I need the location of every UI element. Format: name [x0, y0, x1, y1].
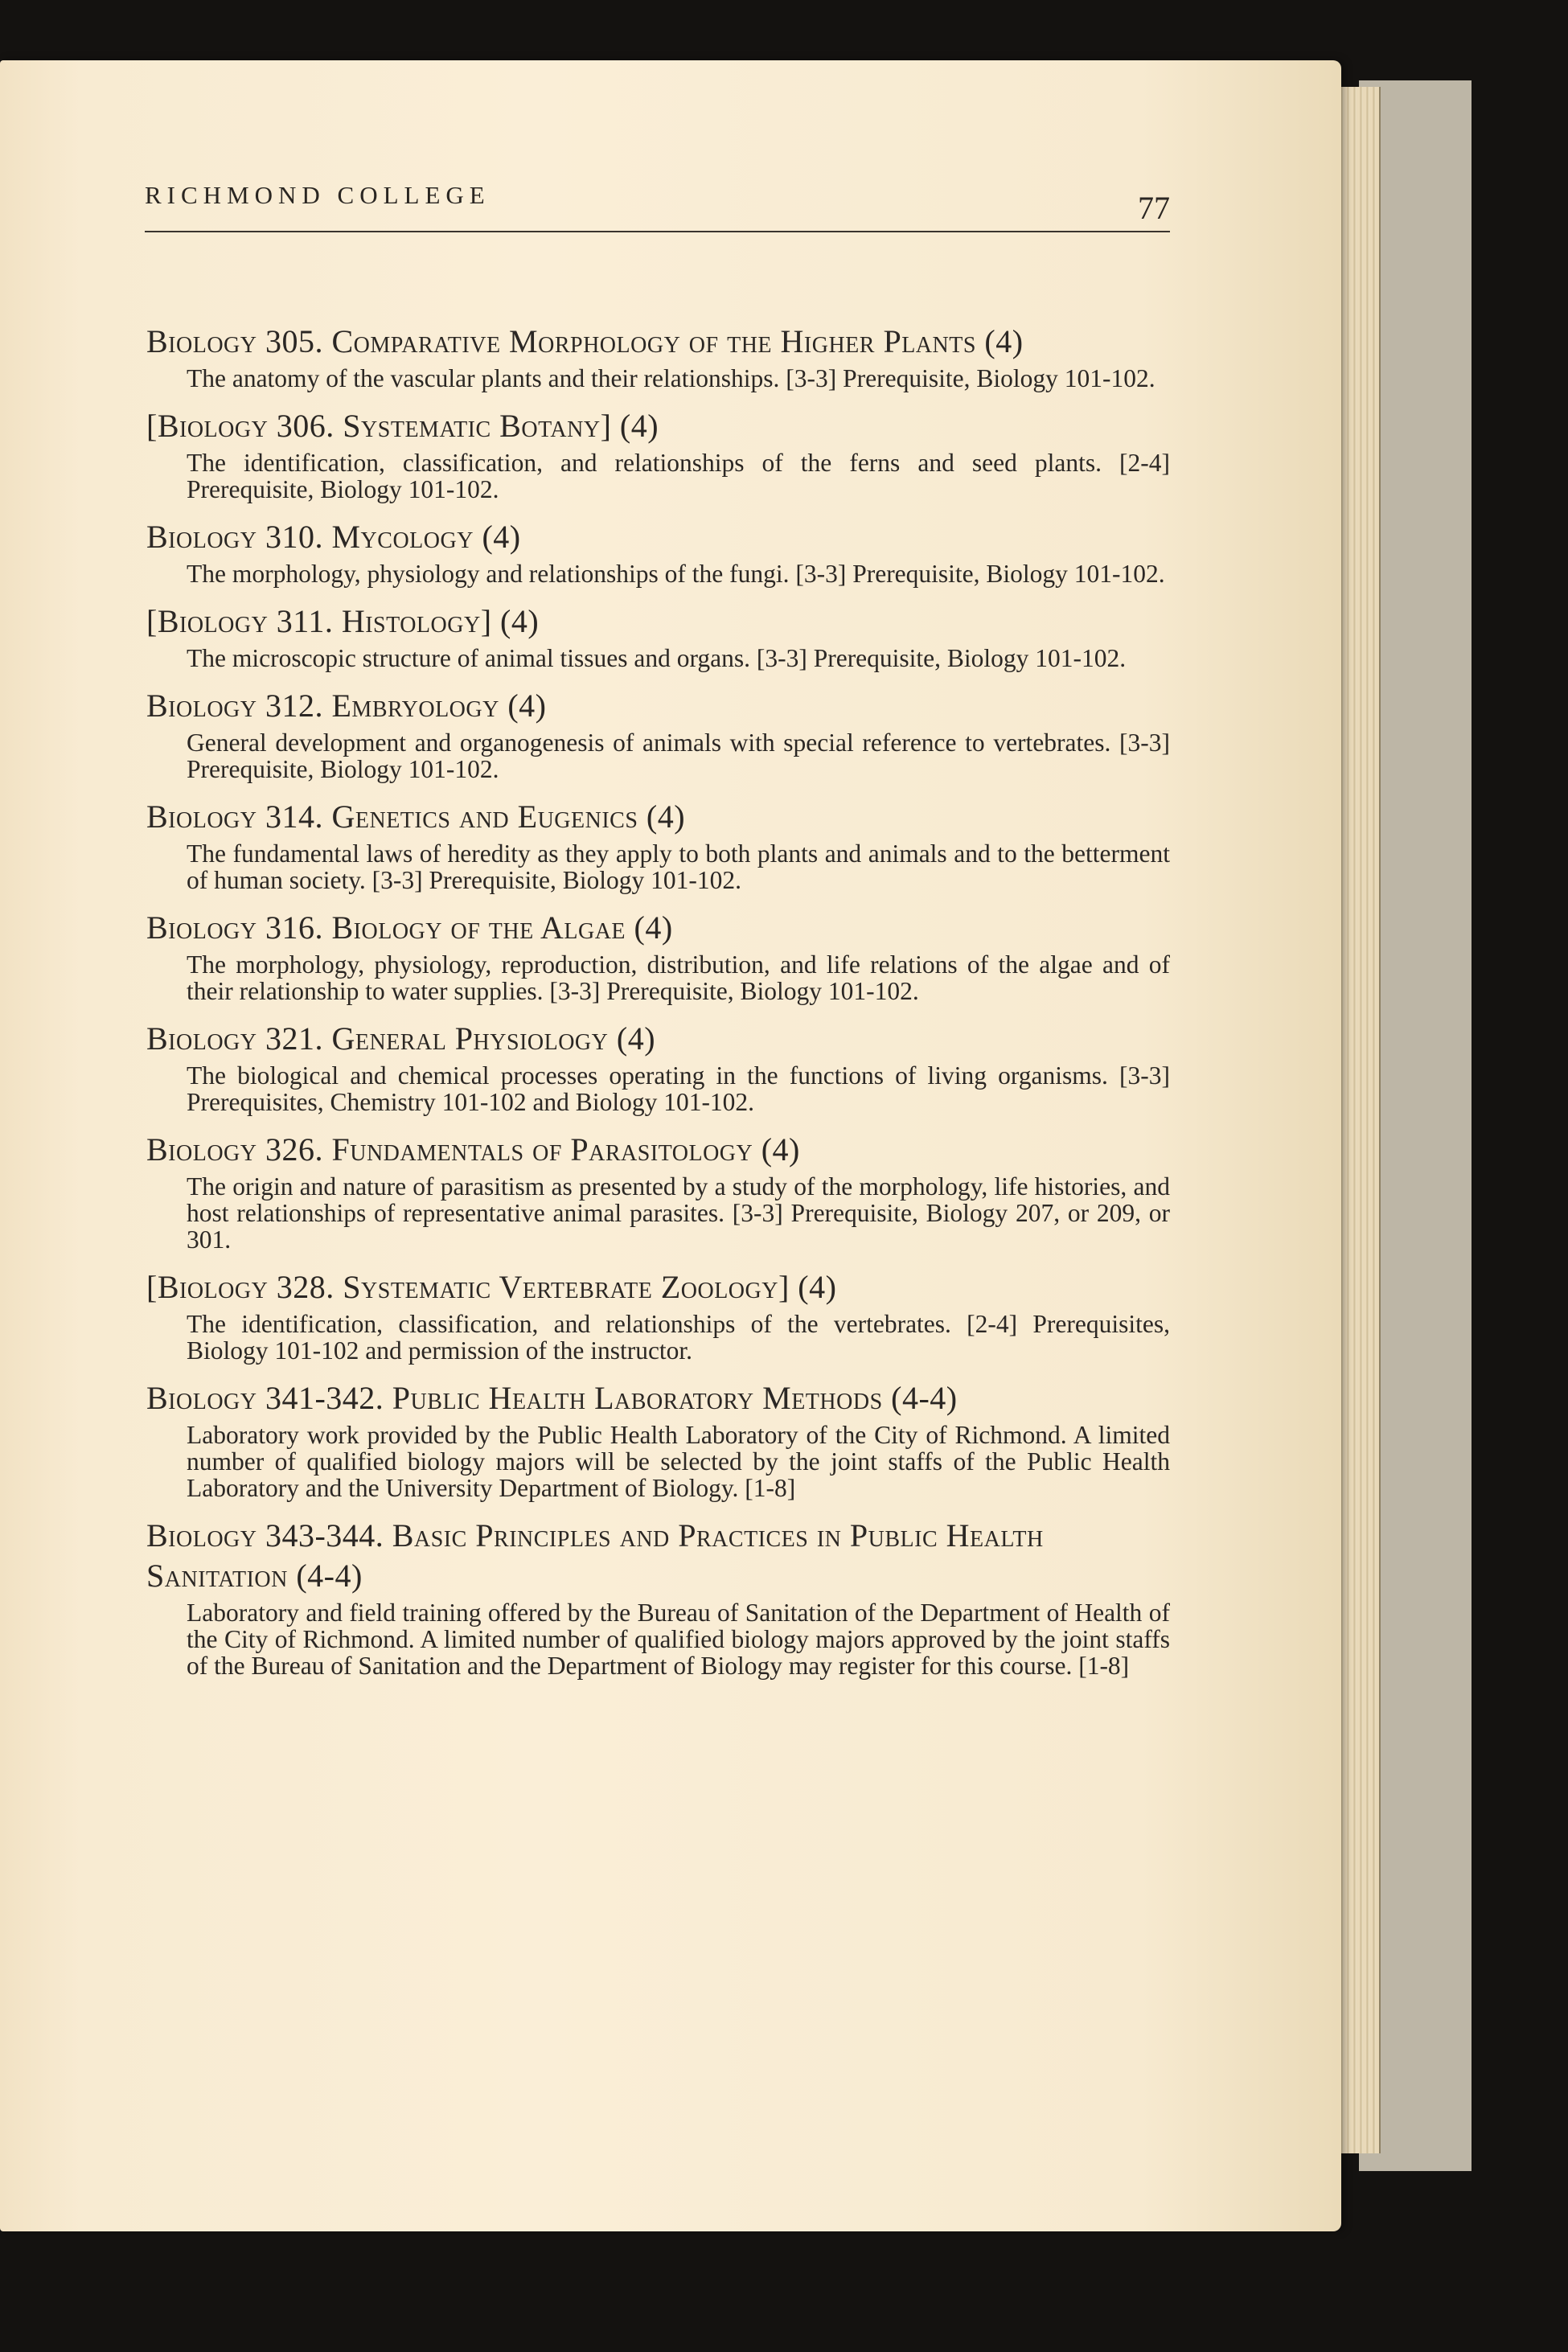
course-title: Biology 316. Biology of the Algae (4) [146, 909, 673, 946]
course-description: Laboratory and field training offered by the Bureau of Sanitation of the Department of Health of the City of Richmond. A limited number of qualified biology majors approved by the joint staffs of the Bureau of Sanitation and the Department of Biology may register for this course. [1-8] [187, 1599, 1170, 1680]
course-entry [146, 1516, 1170, 1679]
course-description: Laboratory work provided by the Public Health Laboratory of the City of Richmond. A limited number of qualified biology majors will be selected by the joint staffs of the Public Health Laboratory and the University Department of Biology. [1-8] [187, 1421, 1170, 1502]
course-title: Biology 326. Fundamentals of Parasitology (4) [146, 1131, 800, 1168]
running-head: RICHMOND COLLEGE [145, 181, 491, 209]
course-title: Biology 341-342. Public Health Laboratory Methods (4-4) [146, 1380, 958, 1416]
course-description: General development and organogenesis of animals with special reference to vertebrates. [3-3] Prerequisite, Biology 101-102. [187, 729, 1170, 783]
course-description: The microscopic structure of animal tissues and organs. [3-3] Prerequisite, Biology 101-102. [187, 644, 1127, 672]
course-title: Biology 314. Genetics and Eugenics (4) [146, 798, 686, 835]
page-number: 77 [1138, 190, 1170, 226]
course-title: Biology 343-344. Basic Principles and Practices in Public Health Sanitation (4-4) [146, 1517, 1044, 1594]
course-entry [146, 406, 1170, 503]
course-description: The morphology, physiology and relationships of the fungi. [3-3] Prerequisite, Biology 101-102. [187, 560, 1165, 588]
course-entry [146, 1378, 1170, 1501]
course-description: The anatomy of the vascular plants and their relationships. [3-3] Prerequisite, Biology 101-102. [187, 364, 1155, 392]
course-description: The morphology, physiology, reproduction, distribution, and life relations of the algae and of their relationship to water supplies. [3-3] Prerequisite, Biology 101-102. [187, 950, 1170, 1005]
course-entry [146, 797, 1170, 893]
course-title: [Biology 306. Systematic Botany] (4) [146, 408, 659, 444]
header-rule [145, 231, 1170, 232]
course-description: The identification, classification, and relationships of the vertebrates. [2-4] Prerequisites, Biology 101-102 and permission of the instructor. [187, 1310, 1170, 1365]
course-title: Biology 305. Comparative Morphology of the Higher Plants (4) [146, 323, 1024, 359]
course-description: The biological and chemical processes operating in the functions of living organisms. [3-3] Prerequisites, Chemistry 101-102 and Biology 101-102. [187, 1061, 1170, 1116]
course-entry [146, 686, 1170, 782]
course-entry [146, 1130, 1170, 1253]
course-entry [146, 601, 1170, 671]
course-entry [146, 908, 1170, 1004]
page-header [145, 181, 1170, 261]
course-description: The origin and nature of parasitism as presented by a study of the morphology, life histories, and host relationships of representative animal parasites. [3-3] Prerequisite, Biology 207, or 209, or 301. [187, 1172, 1170, 1254]
course-title: [Biology 328. Systematic Vertebrate Zoology] (4) [146, 1269, 837, 1305]
course-entry [146, 322, 1170, 392]
course-entry [146, 1267, 1170, 1364]
course-list [146, 322, 1170, 1693]
course-entry [146, 517, 1170, 587]
course-title: Biology 310. Mycology (4) [146, 519, 521, 555]
course-description: The fundamental laws of heredity as they apply to both plants and animals and to the betterment of human society. [3-3] Prerequisite, Biology 101-102. [187, 839, 1170, 894]
course-title: [Biology 311. Histology] (4) [146, 603, 540, 639]
course-description: The identification, classification, and relationships of the ferns and seed plants. [2-4] Prerequisite, Biology 101-102. [187, 449, 1170, 503]
course-title: Biology 321. General Physiology (4) [146, 1020, 656, 1057]
course-entry [146, 1019, 1170, 1115]
course-title: Biology 312. Embryology (4) [146, 688, 547, 724]
